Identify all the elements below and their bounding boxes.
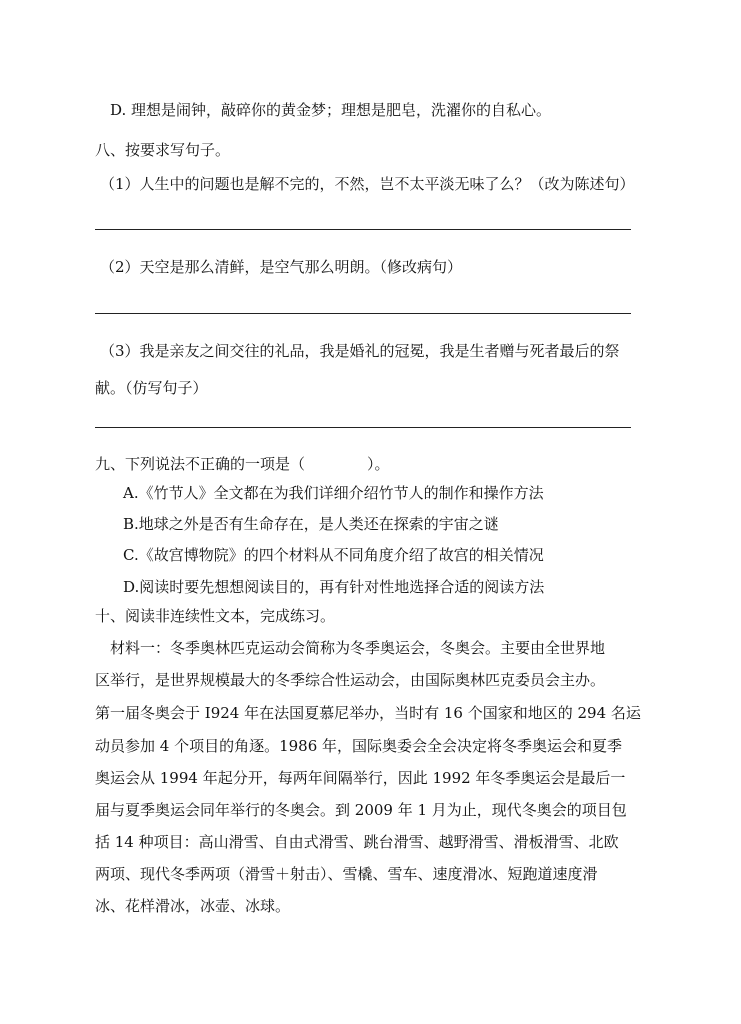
q8-heading: 八、按要求写句子。: [95, 141, 231, 159]
q10-material-line-6: 届与夏季奥运会同年举行的冬奥会。到 2009 年 1 月为止，现代冬奥会的项目包: [95, 801, 627, 819]
q8-item-3-line-1: （3）我是亲友之间交往的礼品，我是婚礼的冠冕，我是生者赠与死者最后的祭: [100, 342, 620, 360]
q8-item-1-answer-line[interactable]: [95, 229, 631, 230]
q10-material-line-5: 奥运会从 1994 年起分开，每两年间隔举行，因此 1992 年冬季奥运会是最后一: [95, 769, 626, 787]
q7-option-d: D. 理想是闹钟，敲碎你的黄金梦；理想是肥皂，洗濯你的自私心。: [110, 101, 552, 119]
q10-material-line-2: 区举行，是世界规模最大的冬季综合性运动会，由国际奥林匹克委员会主办。: [95, 671, 606, 689]
q8-item-2-answer-line[interactable]: [95, 313, 631, 314]
q8-item-1: （1）人生中的问题也是解不完的，不然，岂不太平淡无味了么？（改为陈述句）: [100, 175, 635, 193]
q10-material-line-7: 括 14 种项目：高山滑雪、自由式滑雪、跳台滑雪、越野滑雪、滑板滑雪、北欧: [95, 833, 619, 851]
q10-material-line-8: 两项、现代冬季两项（滑雪＋射击）、雪橇、雪车、速度滑冰、短跑道速度滑: [95, 865, 598, 883]
q10-material-line-9: 冰、花样滑冰，冰壶、冰球。: [95, 897, 291, 915]
q10-material-line-1: 材料一：冬季奥林匹克运动会简称为冬季奥运会，冬奥会。主要由全世界地: [110, 639, 606, 657]
q9-option-d: D.阅读时要先想想阅读目的，再有针对性地选择合适的阅读方法: [123, 578, 545, 596]
q8-item-3-line-2: 献。（仿写句子）: [95, 379, 208, 397]
q10-material-line-3: 第一届冬奥会于 I924 年在法国夏慕尼举办，当时有 16 个国家和地区的 294 名运: [95, 704, 641, 722]
q10-material-line-4: 动员参加 4 个项目的角逐。1986 年，国际奥委会全会决定将冬季奥运会和夏季: [95, 737, 623, 755]
q9-option-c: C.《故宫博物院》的四个材料从不同角度介绍了故宫的相关情况: [123, 546, 544, 564]
q9-heading-end: ）。: [367, 455, 390, 473]
q9-heading-start: 九、下列说法不正确的一项是（: [95, 455, 306, 473]
q9-heading: [95, 454, 390, 474]
q10-heading: 十、阅读非连续性文本，完成练习。: [95, 607, 336, 625]
q8-item-2: （2）天空是那么清鲜，是空气那么明朗。（修改病句）: [100, 258, 463, 276]
q8-item-3-answer-line[interactable]: [95, 427, 631, 428]
q9-option-b: B.地球之外是否有生命存在，是人类还在探索的宇宙之谜: [123, 515, 499, 533]
q9-option-a: A.《竹节人》全文都在为我们详细介绍竹节人的制作和操作方法: [123, 484, 544, 502]
